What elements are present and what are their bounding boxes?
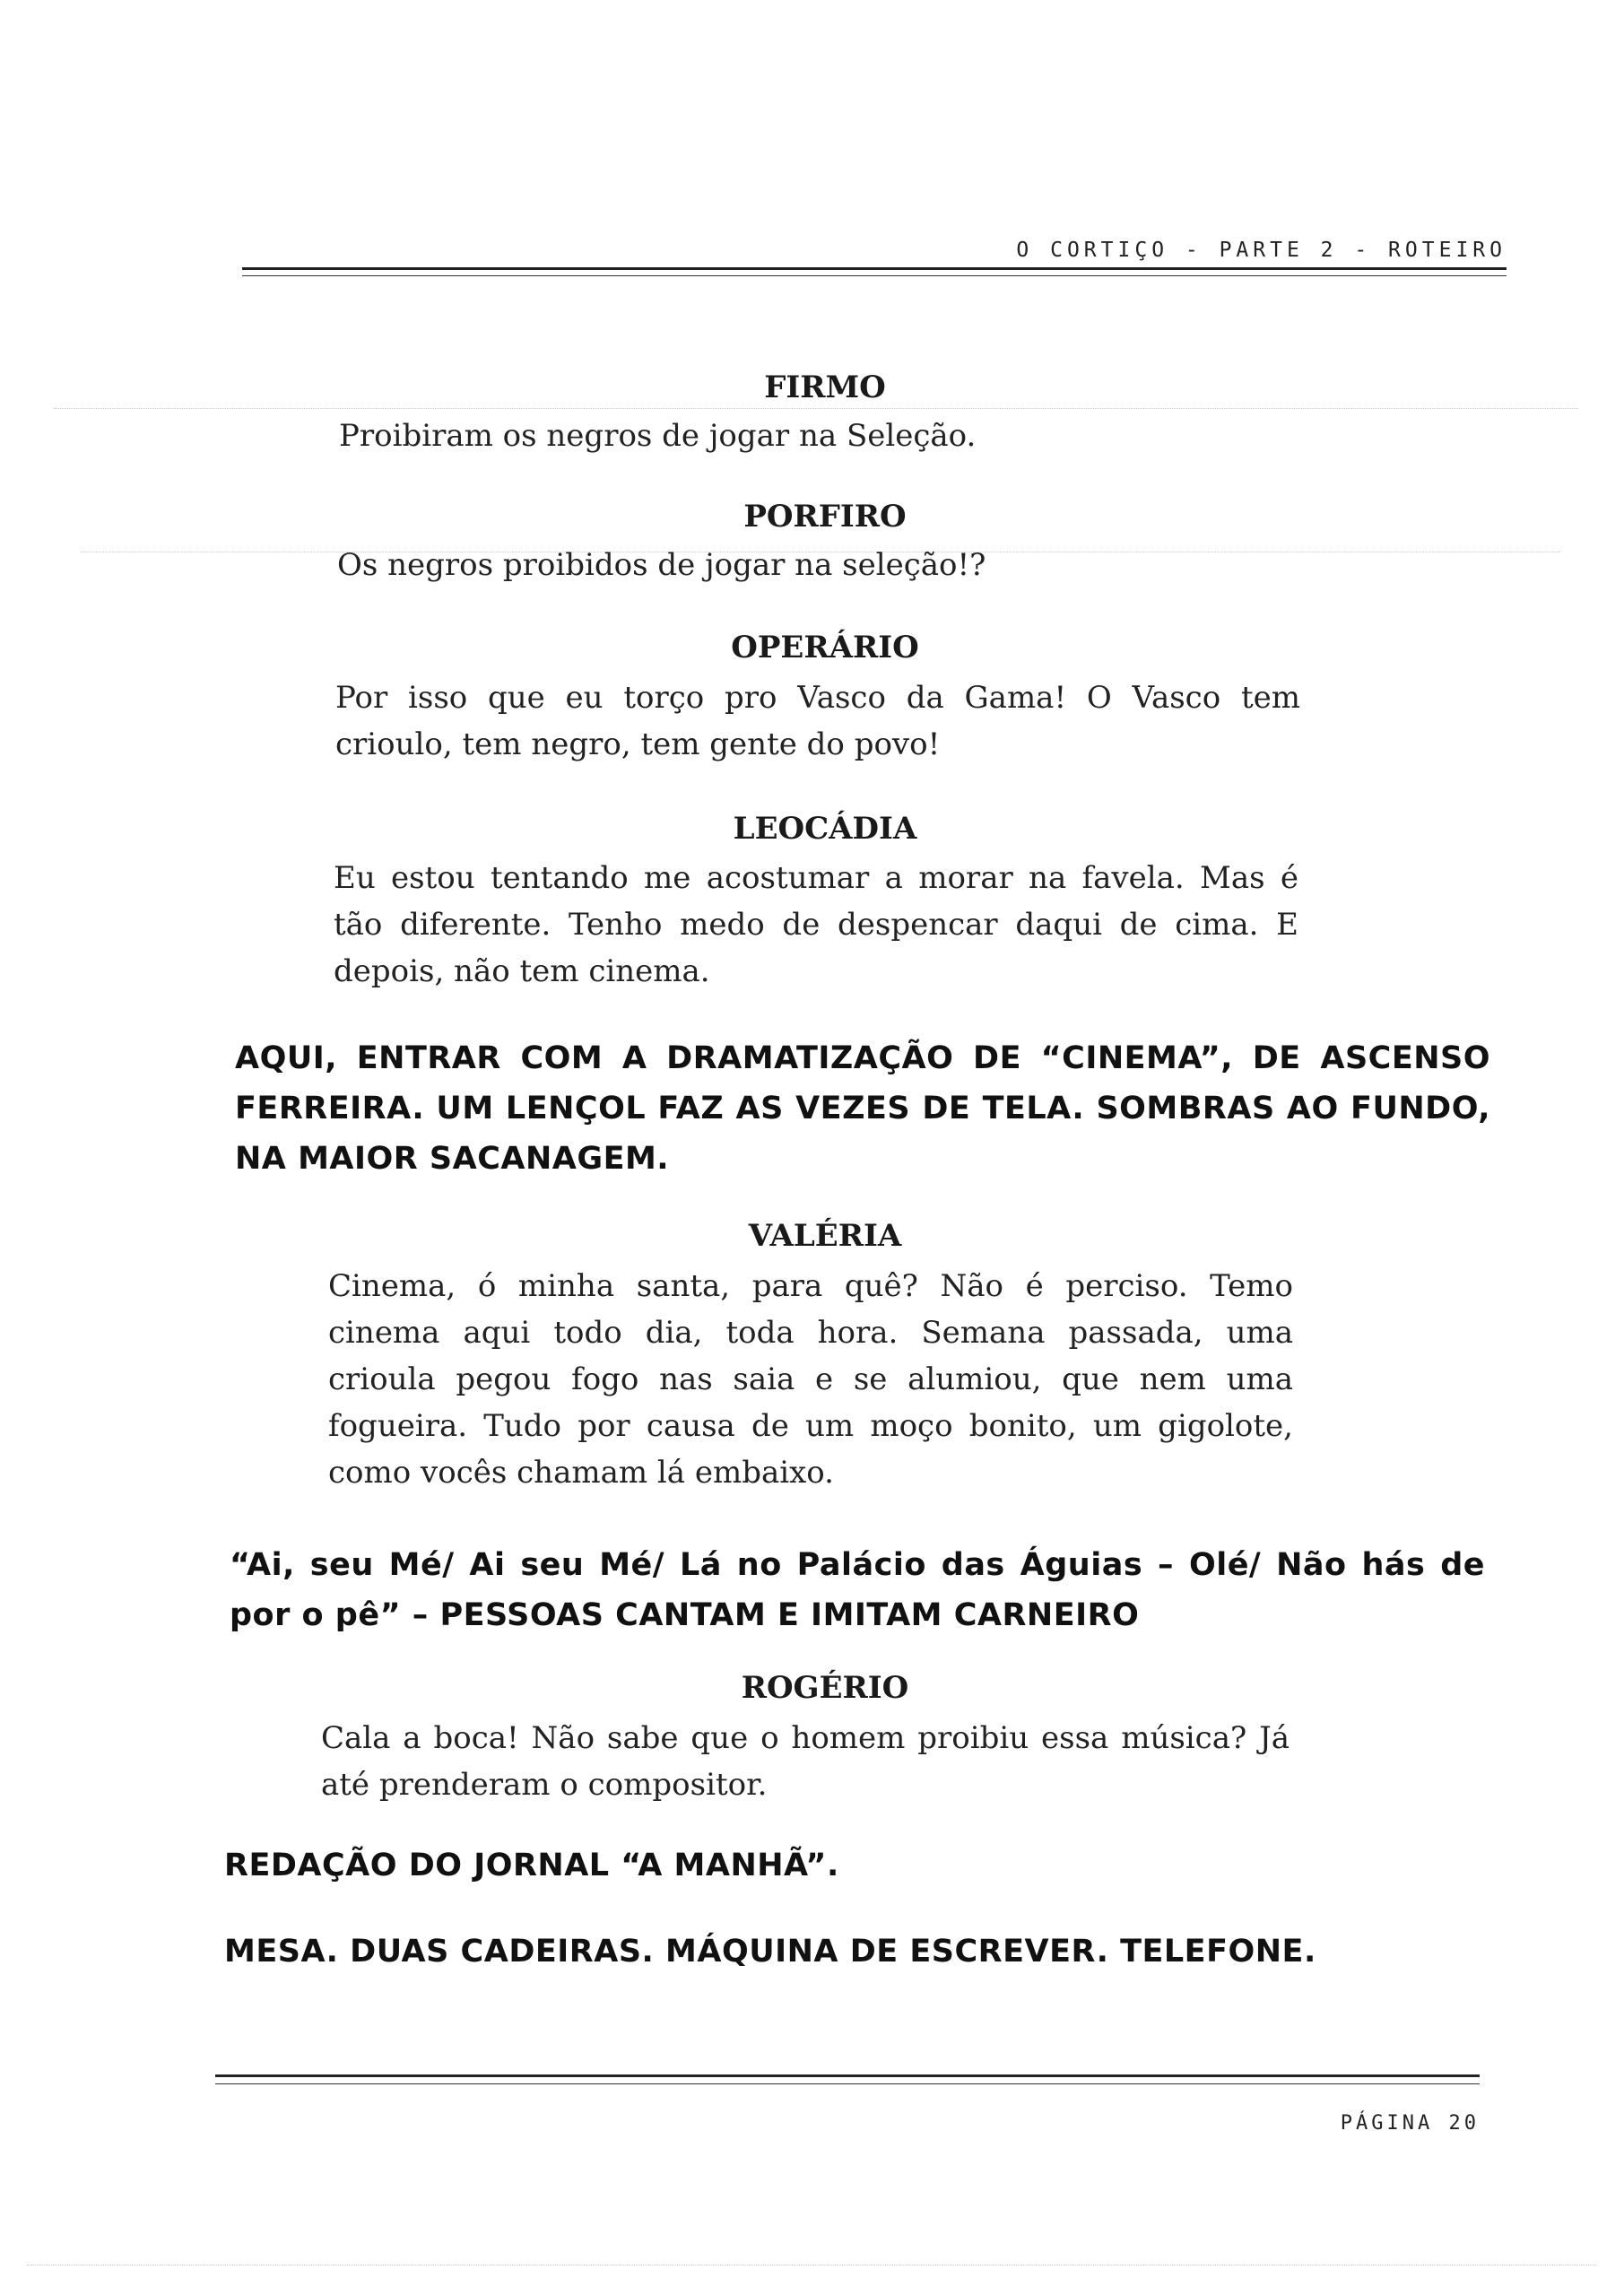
character-name-firmo: FIRMO xyxy=(764,370,886,405)
dialogue-line: Proibiram os negros de jogar na Seleção. xyxy=(339,418,977,454)
dialogue-line: Os negros proibidos de jogar na seleção!? xyxy=(337,547,986,583)
dialogue-line: crioula pegou fogo nas saia e se alumiou, que nem uma xyxy=(328,1361,1293,1397)
dialogue-line: até prenderam o compositor. xyxy=(321,1767,768,1803)
direction-line: “Ai, seu Mé/ Ai seu Mé/ Lá no Palácio das Águias – Olé/ Não hás de xyxy=(230,1547,1485,1583)
character-name-leocadia: LEOCÁDIA xyxy=(733,811,917,847)
page-header-title: O CORTIÇO - PARTE 2 - ROTEIRO xyxy=(1016,239,1507,262)
header-rule xyxy=(242,267,1507,270)
footer-rule xyxy=(215,2074,1480,2077)
scan-noise xyxy=(27,2265,1596,2266)
dialogue-line: Cinema, ó minha santa, para quê? Não é perciso. Temo xyxy=(328,1268,1293,1304)
dialogue-line: como vocês chamam lá embaixo. xyxy=(328,1455,834,1491)
dialogue-rogerio xyxy=(321,1715,1290,1808)
dialogue-line: Por isso que eu torço pro Vasco da Gama! O Vasco tem xyxy=(335,680,1300,716)
dialogue-porfiro xyxy=(337,542,1297,588)
character-name-rogerio: ROGÉRIO xyxy=(741,1670,909,1706)
header-rule-thin xyxy=(242,275,1507,276)
dialogue-line: depois, não tem cinema. xyxy=(334,953,710,989)
direction-line: REDAÇÃO DO JORNAL “A MANHÃ”. xyxy=(224,1848,839,1883)
character-name-valeria: VALÉRIA xyxy=(748,1218,902,1254)
stage-direction-song xyxy=(230,1540,1485,1640)
footer-rule-thin xyxy=(215,2083,1480,2084)
character-name-porfiro: PORFIRO xyxy=(743,499,907,535)
direction-line: AQUI, ENTRAR COM A DRAMATIZAÇÃO DE “CINEMA”, DE ASCENSO xyxy=(235,1040,1490,1076)
direction-line: por o pê” – PESSOAS CANTAM E IMITAM CARNEIRO xyxy=(230,1597,1140,1633)
dialogue-leocadia xyxy=(334,855,1298,995)
dialogue-valeria xyxy=(328,1263,1293,1496)
dialogue-line: crioulo, tem negro, tem gente do povo! xyxy=(335,726,941,762)
stage-direction-cinema xyxy=(235,1033,1490,1184)
stage-direction-mesa xyxy=(224,1926,1480,1977)
dialogue-line: cinema aqui todo dia, toda hora. Semana passada, uma xyxy=(328,1315,1293,1351)
character-name-operario: OPERÁRIO xyxy=(731,630,919,665)
page-number: PÁGINA 20 xyxy=(1340,2112,1480,2135)
dialogue-operario xyxy=(335,674,1300,768)
dialogue-line: fogueira. Tudo por causa de um moço bonito, um gigolote, xyxy=(328,1408,1293,1444)
direction-line: MESA. DUAS CADEIRAS. MÁQUINA DE ESCREVER. TELEFONE. xyxy=(224,1934,1316,1970)
direction-line: NA MAIOR SACANAGEM. xyxy=(235,1141,670,1177)
stage-direction-redacao xyxy=(224,1840,1480,1891)
dialogue-firmo xyxy=(339,413,1298,459)
dialogue-line: tão diferente. Tenho medo de despencar daqui de cima. E xyxy=(334,907,1298,943)
scan-noise xyxy=(54,408,1578,409)
dialogue-line: Cala a boca! Não sabe que o homem proibiu essa música? Já xyxy=(321,1720,1290,1756)
dialogue-line: Eu estou tentando me acostumar a morar na favela. Mas é xyxy=(334,860,1298,896)
direction-line: FERREIRA. UM LENÇOL FAZ AS VEZES DE TELA. SOMBRAS AO FUNDO, xyxy=(235,1091,1490,1126)
